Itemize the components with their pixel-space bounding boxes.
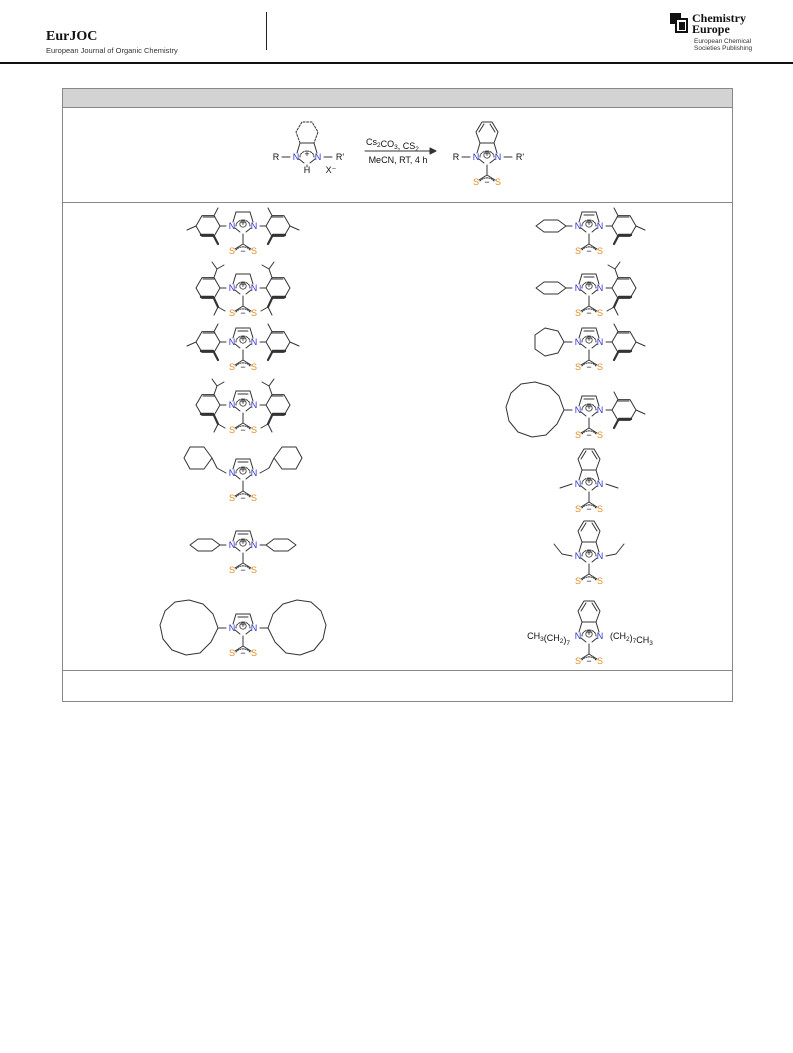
cy-substituent [190, 539, 226, 551]
c12-substituent [160, 600, 226, 655]
minus-charge: − [240, 425, 246, 435]
minus-charge: − [586, 246, 592, 256]
journal-full-name: European Journal of Organic Chemistry [46, 46, 178, 55]
sulfur-label: S [250, 308, 258, 318]
azolium-core [575, 396, 604, 440]
minus-charge: − [586, 308, 592, 318]
nitrogen-label: N [228, 221, 236, 231]
azolium-core [229, 274, 258, 318]
r-label: R [272, 152, 280, 162]
nitrogen-label: N [596, 631, 604, 641]
nitrogen-label: N [494, 152, 502, 162]
sulfur-label: S [250, 362, 258, 372]
reaction-arrow [365, 137, 436, 165]
nitrogen-label: N [574, 405, 582, 415]
sulfur-label: S [250, 565, 258, 575]
mes-substituent [187, 324, 226, 360]
plus-charge: + [240, 280, 246, 290]
counterion-label: X⁻ [325, 165, 337, 175]
mes-substituent [606, 208, 645, 244]
plus-charge: + [586, 476, 592, 486]
plus-charge: + [240, 537, 246, 547]
sulfur-label: S [472, 177, 480, 187]
nitrogen-label: N [228, 468, 236, 478]
sulfur-label: S [250, 246, 258, 256]
sulfur-label: S [574, 576, 582, 586]
cy-substituent [260, 539, 296, 551]
sulfur-label: S [574, 430, 582, 440]
azolium-core [229, 391, 258, 435]
nitrogen-label: N [596, 405, 604, 415]
sulfur-label: S [596, 656, 604, 666]
dipp-substituent [196, 379, 226, 432]
plus-charge: + [240, 334, 246, 344]
c12-substituent [260, 600, 326, 655]
sulfur-label: S [574, 656, 582, 666]
journal-name: EurJOC [46, 29, 98, 44]
sulfur-label: S [596, 362, 604, 372]
sulfur-label: S [250, 493, 258, 503]
plus-charge: + [586, 334, 592, 344]
plus-charge: + [586, 280, 592, 290]
brand-line-1: Chemistry [692, 11, 746, 25]
nitrogen-label: N [596, 337, 604, 347]
minus-charge: − [240, 246, 246, 256]
octyl-chain-left: $CH_3(CH_2)_7$ [527, 631, 570, 647]
sulfur-label: S [228, 362, 236, 372]
sulfur-label: S [596, 504, 604, 514]
nitrogen-label: N [596, 283, 604, 293]
hydrogen-label: H [303, 165, 311, 175]
plus-charge: + [586, 548, 592, 558]
mes-substituent [606, 324, 645, 360]
minus-charge: − [586, 656, 592, 666]
scheme-reactant [273, 122, 345, 175]
cy-substituent [536, 220, 572, 232]
azolium-core [575, 521, 604, 586]
nitrogen-label: N [250, 623, 258, 633]
azolium-core [229, 614, 258, 658]
nitrogen-label: N [574, 221, 582, 231]
nitrogen-label: N [250, 283, 258, 293]
minus-charge: − [240, 362, 246, 372]
nitrogen-label: N [228, 283, 236, 293]
nitrogen-label: N [292, 152, 300, 162]
nitrogen-label: N [574, 551, 582, 561]
azolium-core [575, 274, 604, 318]
sulfur-label: S [574, 308, 582, 318]
azolium-core [575, 212, 604, 256]
nitrogen-label: N [596, 479, 604, 489]
reagents-top: $Cs_2CO_3$, $CS_2$ [366, 137, 419, 153]
c12-substituent [506, 382, 572, 437]
methyl-substituent [606, 484, 618, 488]
plus-charge: + [586, 628, 592, 638]
minus-charge: − [240, 308, 246, 318]
mes-substituent [606, 392, 645, 428]
sulfur-label: S [228, 648, 236, 658]
mes-substituent [187, 208, 226, 244]
nitrogen-label: N [228, 540, 236, 550]
azolium-core [575, 601, 604, 666]
sulfur-label: S [596, 308, 604, 318]
plus-charge: + [240, 620, 246, 630]
minus-charge: − [240, 493, 246, 503]
azolium-core [473, 122, 502, 187]
nitrogen-label: N [596, 551, 604, 561]
minus-charge: − [240, 565, 246, 575]
minus-charge: − [240, 648, 246, 658]
nitrogen-label: N [472, 152, 480, 162]
ethyl-substituent [606, 544, 624, 556]
dipp-substituent [606, 262, 636, 315]
bn-substituent [184, 447, 226, 473]
mes-substituent [260, 324, 299, 360]
r-prime-label: R' [515, 152, 525, 162]
plus-charge: + [240, 465, 246, 475]
sulfur-label: S [596, 576, 604, 586]
plus-charge: + [586, 402, 592, 412]
plus-charge: + [240, 218, 246, 228]
sulfur-label: S [228, 246, 236, 256]
nitrogen-label: N [250, 400, 258, 410]
c7-substituent [535, 328, 572, 356]
sulfur-label: S [574, 362, 582, 372]
sulfur-label: S [228, 565, 236, 575]
azolium-core [229, 531, 258, 575]
nitrogen-label: N [574, 479, 582, 489]
nitrogen-label: N [228, 400, 236, 410]
minus-charge: − [586, 362, 592, 372]
sulfur-label: S [228, 425, 236, 435]
nitrogen-label: N [228, 337, 236, 347]
minus-charge: − [586, 430, 592, 440]
azolium-core [575, 449, 604, 514]
brand-line-2: Europe [692, 22, 730, 36]
sulfur-label: S [250, 425, 258, 435]
cy-substituent [536, 282, 572, 294]
dipp-substituent [260, 379, 290, 432]
sulfur-label: S [228, 493, 236, 503]
plus-charge: + [240, 397, 246, 407]
nitrogen-label: N [250, 221, 258, 231]
reagents-bottom: MeCN, RT, 4 h [368, 155, 428, 165]
nitrogen-label: N [574, 337, 582, 347]
nitrogen-label: N [228, 623, 236, 633]
sulfur-label: S [574, 246, 582, 256]
nitrogen-label: N [314, 152, 322, 162]
azolium-core [229, 459, 258, 503]
r-label: R [452, 152, 460, 162]
sulfur-label: S [574, 504, 582, 514]
brand-sub-1: European Chemical [694, 38, 752, 45]
bn-substituent [260, 447, 302, 473]
minus-charge: − [484, 177, 490, 187]
sulfur-label: S [596, 430, 604, 440]
sulfur-label: S [250, 648, 258, 658]
dipp-substituent [196, 262, 226, 315]
plus-charge: + [586, 218, 592, 228]
nitrogen-label: N [250, 540, 258, 550]
minus-charge: − [586, 576, 592, 586]
sulfur-label: S [596, 246, 604, 256]
nitrogen-label: N [596, 221, 604, 231]
sulfur-label: S [494, 177, 502, 187]
octyl-chain-right: $(CH_2)_7CH_3$ [610, 631, 653, 647]
ethyl-substituent [554, 544, 572, 556]
nitrogen-label: N [250, 337, 258, 347]
methyl-substituent [560, 484, 572, 488]
dipp-substituent [260, 262, 290, 315]
nitrogen-label: N [574, 631, 582, 641]
mes-substituent [260, 208, 299, 244]
r-prime-label: R' [335, 152, 345, 162]
nitrogen-label: N [574, 283, 582, 293]
sulfur-label: S [228, 308, 236, 318]
azolium-core [229, 328, 258, 372]
azolium-core [229, 212, 258, 256]
minus-charge: − [586, 504, 592, 514]
plus-charge: + [304, 149, 310, 159]
brand-sub-2: Societies Publishing [694, 45, 753, 52]
plus-charge: + [484, 149, 490, 159]
azolium-core [575, 328, 604, 372]
nitrogen-label: N [250, 468, 258, 478]
